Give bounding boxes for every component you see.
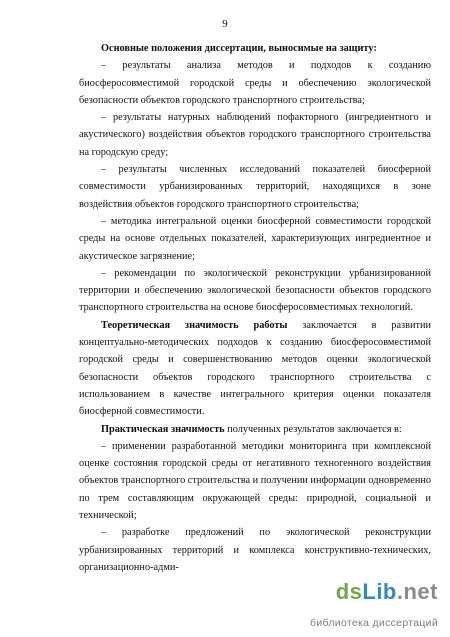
document-body: [79, 40, 431, 576]
page-number: 9: [222, 18, 228, 30]
paragraph-list-item: [79, 438, 431, 524]
paragraph-list-item: [79, 161, 431, 213]
dslib-watermark: [288, 579, 438, 631]
paragraph-text: – результаты анализа методов и подходов к созданию биосферосовместимой городской среды и обеспечению экологической безопасности объектов городского транспортного строительства;: [79, 60, 431, 106]
watermark-tagline: библиотека диссертаций: [310, 617, 438, 629]
paragraph-list-item: [79, 524, 431, 576]
paragraph-bold: Теоретическая значимость работы: [101, 319, 288, 331]
logo-part: .net: [396, 579, 438, 604]
paragraph-practical-significance: [79, 421, 431, 438]
paragraph-text: – результаты численных исследований показателей биосферной совместимости урбанизированных территорий, находящихся в зоне воздействия объектов городского транспортного строительства;: [79, 164, 431, 210]
paragraph-text: заключается в развитии концептуально-методических подходов к созданию биосферосовместимой городской среды и совершенствованию методов оценки экологической безопасности объектов городского транспортного строительства с использованием в качестве интегрального критерия оценки показателя биосферной совместимости.: [79, 319, 431, 418]
paragraph-list-item: [79, 213, 431, 265]
paragraph-text: – применении разработанной методики мониторинга при комплексной оценке состояния городской среды от негативного техногенного воздействия объектов транспортного строительства и получении информации одновременно по трем составляющим окружающей среды: природной, социальной и технической;: [79, 440, 431, 522]
paragraph-bold: Основные положения диссертации, выносимые на защиту:: [101, 43, 377, 54]
paragraph-list-item: [79, 109, 431, 161]
paragraph-text: полученных результатов заключается в:: [224, 423, 402, 435]
logo-part: Lib: [362, 579, 397, 604]
paragraph-text: – разработке предложений по экологической реконструкции урбанизированных территорий и комплекса конструктивно-технических, организационно-адми-: [79, 527, 431, 573]
paragraph-list-item: [79, 57, 431, 109]
paragraph-list-item: [79, 265, 431, 317]
dslib-logo: [336, 579, 438, 605]
paragraph-bold: Практическая значимость: [101, 423, 225, 435]
paragraph-defense-heading: [79, 40, 431, 57]
paragraph-text: – рекомендации по экологической реконструкции урбанизированной территории и обеспечению экологической безопасности объектов городского транспортного строительства на основе биосферосовместимых технологий.: [79, 267, 431, 314]
paragraph-text: – результаты натурных наблюдений пофакторного (ингредиентного и акустического) воздействия объектов городского транспортного строительства на городскую среду;: [79, 112, 431, 158]
logo-part: ds: [335, 579, 363, 604]
paragraph-theoretical-significance: [79, 317, 431, 421]
paragraph-text: – методика интегральной оценки биосферной совместимости городской среды на основе отдельных показателей, характеризующих ингредиентное и акустическое загрязнение;: [79, 215, 431, 262]
